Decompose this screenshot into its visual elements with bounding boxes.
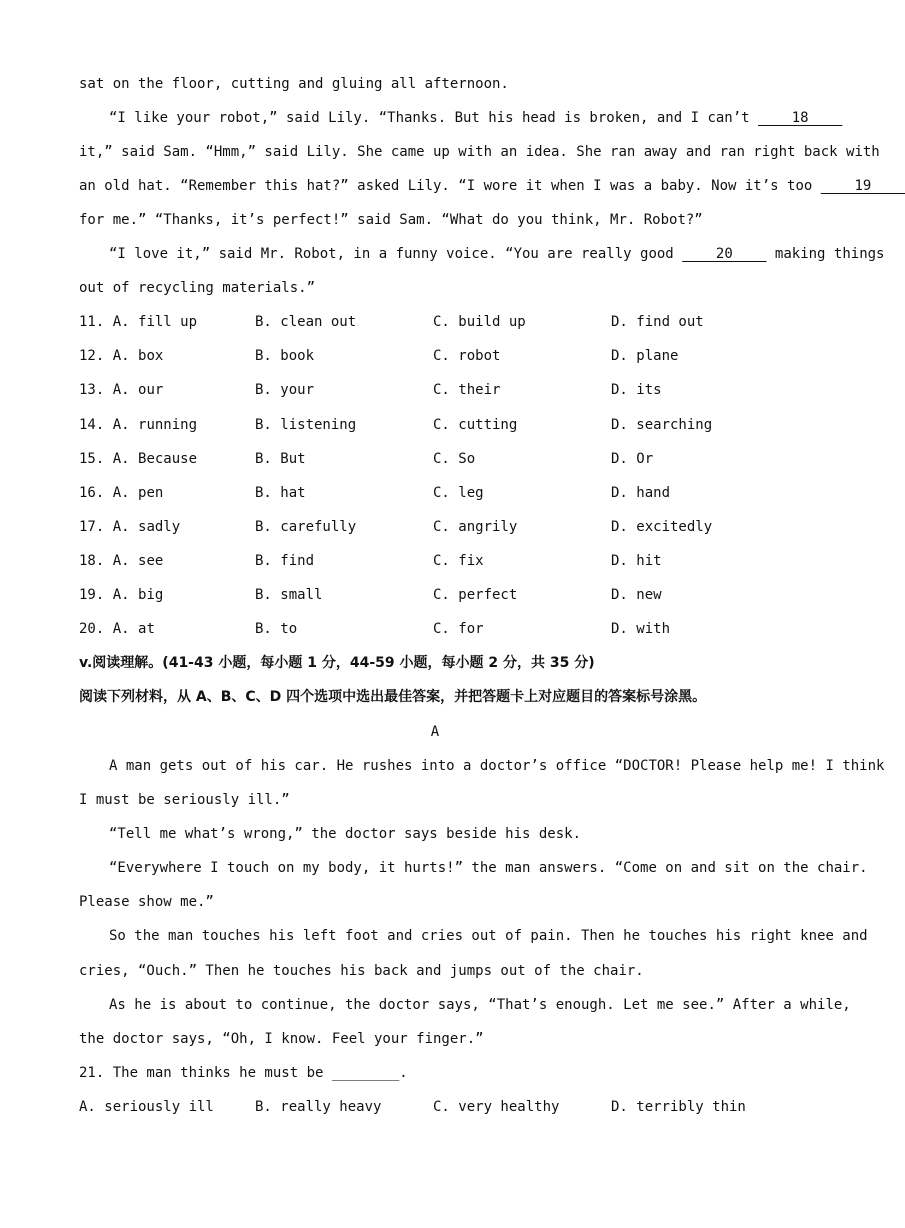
passage-a-line-6 [79,926,868,946]
option-d: D. hit [611,553,662,569]
option-a: A. sadly [112,519,181,535]
passage-a-line-9 [79,1029,791,1049]
cloze-line-5 [79,244,885,264]
text: an old hat. “Remember this hat?” asked Lily. “I wore it when I was a baby. Now it’s too [79,178,813,194]
option-c: C. for [433,621,484,637]
option-a: A. pen [112,485,164,501]
cloze-line-1 [79,108,843,128]
option-c: C. angrily [433,519,518,535]
question-number-and-option-a [79,415,197,435]
passage-a-line-7 [79,961,791,981]
text: “I love it,” said Mr. Robot, in a funny voice. “You are really good [109,246,674,262]
option-c: C. their [433,382,501,398]
question-number-and-option-a [79,312,197,332]
text: out of recycling materials.” [79,280,316,296]
question-number-and-option-a [79,517,180,537]
section-heading: v.阅读理解。(41-43 小题，每小题 1 分，44-59 小题，每小题 2 分，共 35 分) [79,655,595,671]
question-number: 11. [79,314,105,330]
option-b: B. to [255,621,298,637]
text: the doctor says, “Oh, I know. Feel your finger.” [79,1031,484,1047]
cloze-line-0 [79,74,791,94]
text: sat on the floor, cutting and gluing all afternoon. [79,76,509,92]
option-d: D. plane [611,348,679,364]
passage-a-line-5 [79,892,791,912]
text: making things [774,246,885,262]
option-b: B. small [255,587,323,603]
option-c: C. fix [433,553,484,569]
option-c: C. leg [433,485,484,501]
option-b: B. really heavy [255,1099,382,1115]
question-number-and-option-a [79,619,155,639]
option-c: C. build up [433,314,526,330]
text: Please show me.” [79,894,214,910]
passage-label: A [430,724,440,740]
option-d: D. excitedly [611,519,713,535]
question-number-and-option-a [79,449,197,469]
text: So the man touches his left foot and cries out of pain. Then he touches his right knee and [109,928,868,944]
question-number-and-option-a [79,380,163,400]
blank-19: 19 [820,178,905,194]
question-number: 13. [79,382,105,398]
text: it,” said Sam. “Hmm,” said Lily. She came up with an idea. She ran away and ran right back with [79,144,880,160]
option-a: A. our [112,382,164,398]
option-a: A. Because [112,451,198,467]
option-a: A. fill up [112,314,198,330]
option-a: A. box [112,348,164,364]
blank-20: 20 [682,246,767,262]
option-c: C. cutting [433,417,518,433]
question-number: 18. [79,553,105,569]
question-number-and-option-a [79,585,163,605]
option-b: B. find [255,553,315,569]
option-d: D. its [611,382,662,398]
option-b: B. carefully [255,519,357,535]
text: for me.” “Thanks, it’s perfect!” said Sam. “What do you think, Mr. Robot?” [79,212,703,228]
option-a: A. see [112,553,164,569]
option-a: A. running [112,417,198,433]
text: I must be seriously ill.” [79,792,290,808]
option-b: B. book [255,348,315,364]
text: “Tell me what’s wrong,” the doctor says beside his desk. [109,826,582,842]
question-number-and-option-a [79,551,163,571]
option-a: A. at [112,621,155,637]
passage-a-line-8 [79,995,851,1015]
option-c: C. very healthy [433,1099,560,1115]
text: As he is about to continue, the doctor says, “That’s enough. Let me see.” After a while, [109,997,851,1013]
question-number: 19. [79,587,105,603]
option-d: D. new [611,587,662,603]
question-number: 15. [79,451,105,467]
cloze-line-2 [79,142,880,162]
cloze-line-3 [79,176,905,196]
question-21-stem: 21. The man thinks he must be ________. [79,1065,408,1081]
question-number: 20. [79,621,105,637]
question-number: 17. [79,519,105,535]
text: “I like your robot,” said Lily. “Thanks. But his head is broken, and I can’t [109,110,750,126]
option-b: B. But [255,451,306,467]
option-d: D. Or [611,451,654,467]
question-number-and-option-a [79,346,163,366]
passage-a-line-2 [79,790,791,810]
passage-a-line-3 [79,824,791,844]
option-d: D. hand [611,485,671,501]
option-b: B. listening [255,417,357,433]
option-d: D. terribly thin [611,1099,746,1115]
passage-a-line-4 [79,858,868,878]
option-b: B. clean out [255,314,357,330]
question-number-and-option-a [79,483,163,503]
option-c: C. perfect [433,587,518,603]
option-a: A. big [112,587,164,603]
text: “Everywhere I touch on my body, it hurts!” the man answers. “Come on and sit on the chair. [109,860,868,876]
question-number: 12. [79,348,105,364]
cloze-line-6 [79,278,791,298]
option-c: C. robot [433,348,501,364]
text: cries, “Ouch.” Then he touches his back and jumps out of the chair. [79,963,644,979]
question-number: 16. [79,485,105,501]
option-c: C. So [433,451,476,467]
blank-18: 18 [758,110,843,126]
passage-a-line-1 [79,756,885,776]
text: A man gets out of his car. He rushes into a doctor’s office “DOCTOR! Please help me! I think [109,758,885,774]
option-a: A. seriously ill [79,1099,214,1115]
option-d: D. with [611,621,671,637]
option-b: B. hat [255,485,306,501]
cloze-line-4 [79,210,791,230]
option-b: B. your [255,382,315,398]
option-d: D. find out [611,314,704,330]
question-number: 14. [79,417,105,433]
section-instruction: 阅读下列材料，从 A、B、C、D 四个选项中选出最佳答案，并把答题卡上对应题目的答案标号涂黑。 [79,689,707,705]
option-d: D. searching [611,417,713,433]
